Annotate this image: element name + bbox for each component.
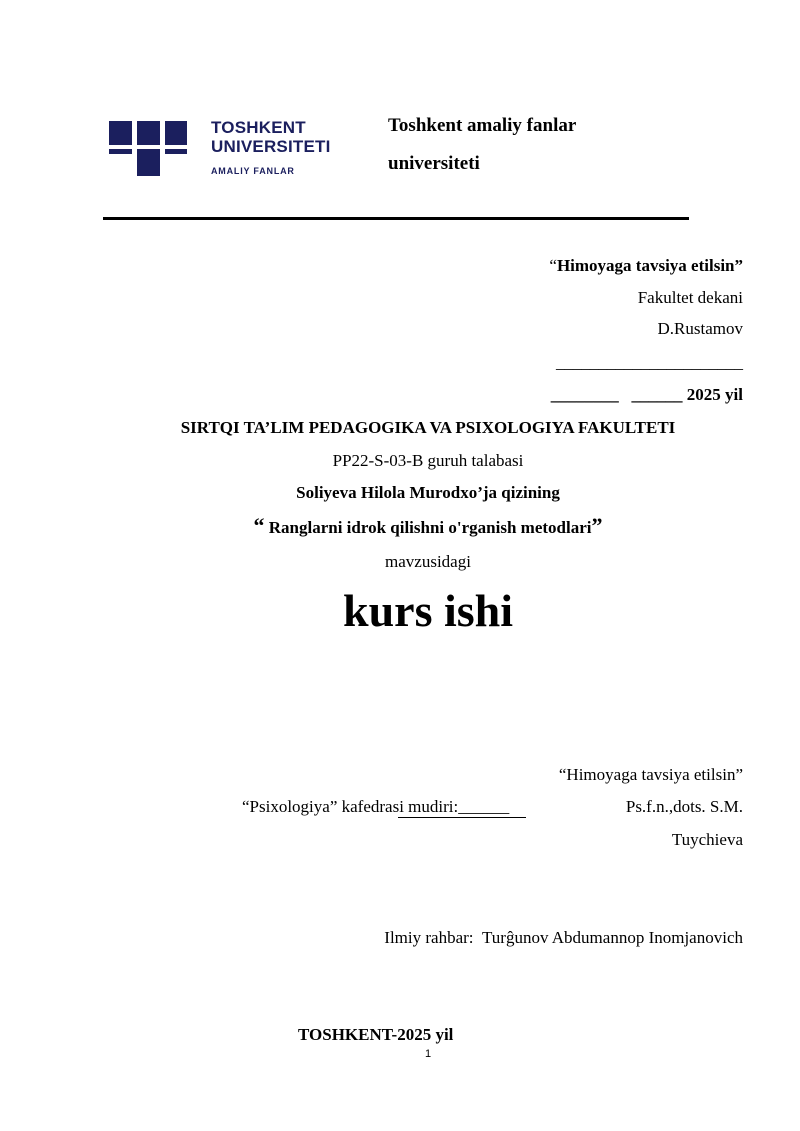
approval-date [551, 385, 743, 405]
approval-heading [549, 256, 743, 276]
dean-role: Fakultet dekani [637, 288, 743, 307]
department-head-person-line1: Ps.f.n.,dots. S.M. [625, 797, 743, 816]
logo-name-line1: TOSHKENT [211, 118, 306, 137]
approval-close-quote: ” [734, 256, 743, 275]
document-type: kurs ishi [342, 585, 514, 636]
topic-open-quote: “ [253, 513, 265, 538]
logo-square-2 [137, 121, 160, 145]
department-head-text: “Psixologiya” kafedrasi mudiri: [242, 797, 459, 816]
topic-title [0, 515, 800, 539]
department-head-blank: ______ [458, 797, 510, 816]
logo-square-1 [109, 121, 132, 145]
topic-suffix: mavzusidagi [385, 552, 471, 571]
supervisor-line [384, 928, 743, 948]
date-blank-2: ______ [631, 385, 683, 404]
header-divider [103, 217, 689, 220]
logo-name-line2: UNIVERSITETI [211, 137, 331, 156]
footer-city-year: TOSHKENT-2025 yil [298, 1025, 454, 1044]
student-name: Soliyeva Hilola Murodxo’ja qizining [296, 483, 560, 502]
department-head-person-line2: Tuychieva [671, 830, 743, 849]
logo-wordmark [211, 118, 331, 156]
approval-heading-text: Himoyaga tavsiya etilsin [556, 256, 735, 275]
department-head-label [242, 797, 509, 817]
dean-signature-line: ______________________ [556, 353, 743, 372]
topic-title-text: Ranglarni idrok qilishni o'rganish metodlari [264, 518, 592, 537]
supervisor-name: Turĝunov Abdumannop Inomjanovich [482, 928, 743, 947]
faculty-name: SIRTQI TA’LIM PEDAGOGIKA VA PSIXOLOGIYA FAKULTETI [180, 418, 676, 437]
logo-tagline: AMALIY FANLAR [211, 166, 295, 176]
logo-square-4 [109, 149, 132, 154]
bottom-approval-heading: “Himoyaga tavsiya etilsin” [558, 765, 743, 784]
topic-close-quote: ” [591, 513, 603, 538]
dean-name: D.Rustamov [657, 319, 743, 338]
page-number: 1 [425, 1048, 432, 1060]
date-blank-1: ________ [550, 385, 619, 404]
university-name-line2: universiteti [388, 153, 480, 174]
logo-square-3 [165, 121, 187, 145]
university-name-line1: Toshkent amaliy fanlar [388, 115, 577, 136]
approval-year: 2025 yil [686, 385, 743, 404]
logo-square-7 [137, 153, 160, 176]
approval-open-quote: “ [549, 256, 557, 275]
group-line: PP22-S-03-B guruh talabasi [332, 451, 524, 470]
logo-square-6 [165, 149, 187, 154]
department-signature-underline [398, 817, 526, 818]
supervisor-label: Ilmiy rahbar: [384, 928, 474, 947]
